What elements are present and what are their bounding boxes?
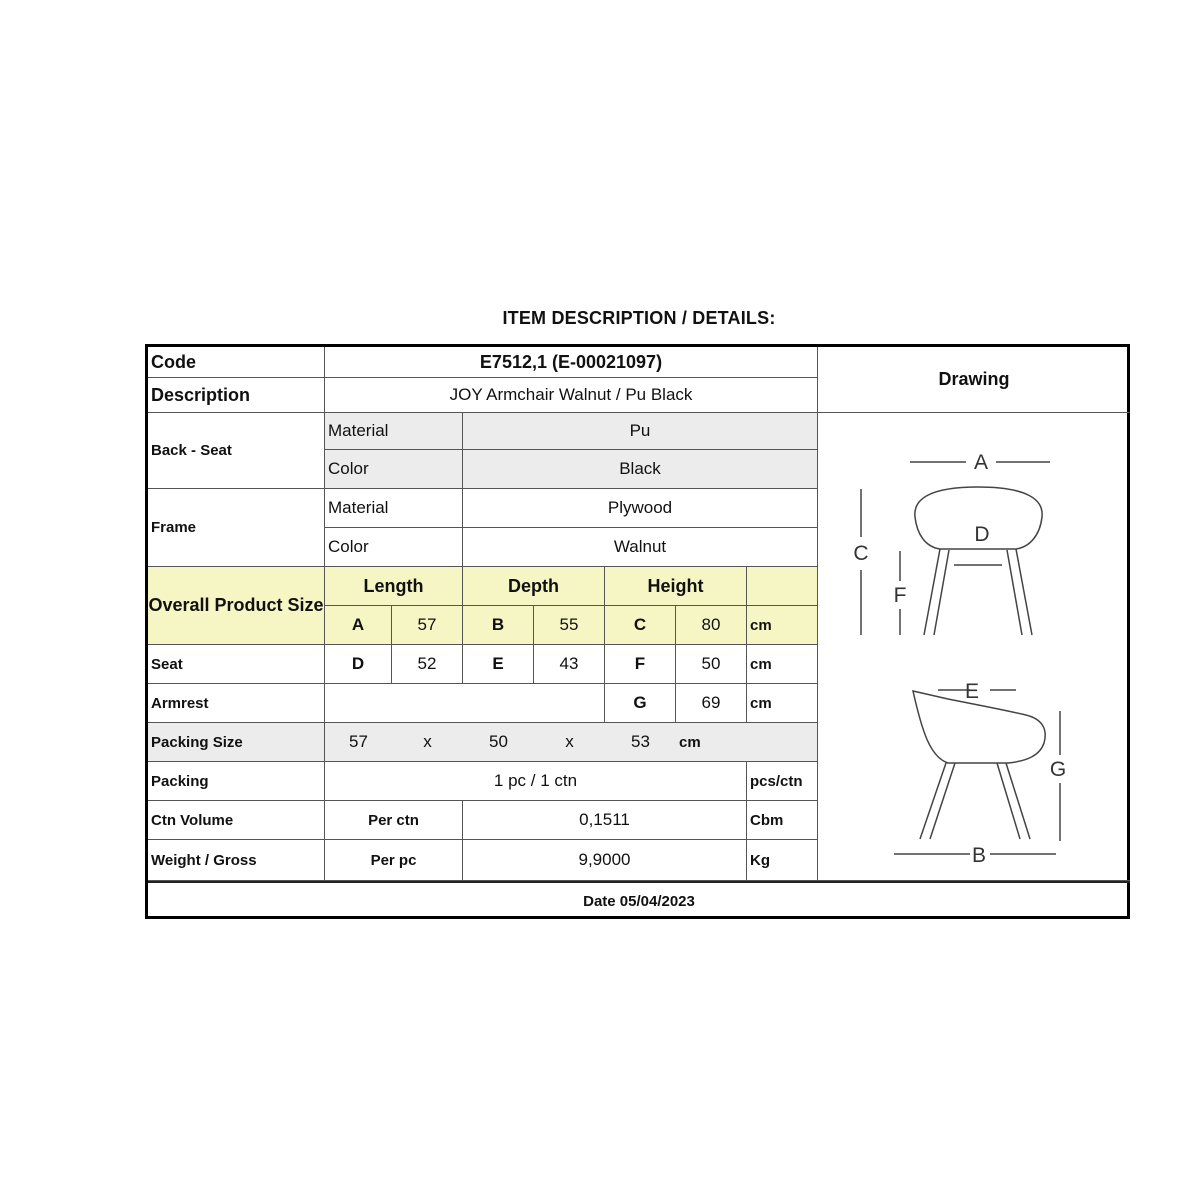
chair-dimension-drawing: [818, 413, 1130, 881]
dim-d-label: D: [325, 645, 392, 684]
packing-x1: x: [423, 732, 432, 751]
side-shell-outline: [913, 691, 1045, 763]
front-leg-left-inner: [934, 550, 949, 635]
drawing-letter-e: E: [964, 679, 980, 703]
overall-size-label: Overall Product Size: [148, 567, 325, 645]
drawing-letter-g: G: [1049, 757, 1067, 781]
drawing-letter-b: B: [971, 843, 987, 867]
seat-unit: cm: [747, 645, 818, 684]
weight-per: Per pc: [325, 840, 463, 881]
overall-unit-header: [747, 567, 818, 606]
back-seat-label: Back - Seat: [148, 413, 325, 489]
dim-f-value: 50: [676, 645, 747, 684]
dim-c-value: 80: [676, 606, 747, 645]
armrest-blank: [325, 684, 605, 723]
packing-size-unit: cm: [679, 733, 701, 751]
packing-size-label: Packing Size: [148, 723, 325, 762]
dim-g-value: 69: [676, 684, 747, 723]
description-label: Description: [148, 378, 325, 413]
date-footer: Date 05/04/2023: [148, 881, 1130, 919]
front-leg-right-inner: [1007, 550, 1022, 635]
dim-b-label: B: [463, 606, 534, 645]
dim-g-label: G: [605, 684, 676, 723]
armrest-unit: cm: [747, 684, 818, 723]
length-header: Length: [325, 567, 463, 606]
seat-label: Seat: [148, 645, 325, 684]
packing-value: 1 pc / 1 ctn: [325, 762, 747, 801]
description-value: JOY Armchair Walnut / Pu Black: [325, 378, 818, 413]
frame-material-value: Plywood: [463, 489, 818, 528]
drawing-area: [818, 413, 1130, 881]
armrest-label: Armrest: [148, 684, 325, 723]
weight-label: Weight / Gross: [148, 840, 325, 881]
packing-size-values: [325, 723, 818, 762]
drawing-letter-a: A: [973, 450, 989, 474]
dim-a-value: 57: [392, 606, 463, 645]
page-title: ITEM DESCRIPTION / DETAILS:: [502, 308, 776, 328]
drawing-letter-f: F: [893, 583, 907, 607]
side-leg-back-outer: [1006, 763, 1030, 839]
dim-b-value: 55: [534, 606, 605, 645]
drawing-letter-d: D: [974, 522, 990, 546]
height-header: Height: [605, 567, 747, 606]
frame-color-label: Color: [325, 528, 463, 567]
packing-label: Packing: [148, 762, 325, 801]
frame-label: Frame: [148, 489, 325, 567]
dim-e-label: E: [463, 645, 534, 684]
packing-length: 57: [349, 732, 368, 751]
overall-unit: cm: [747, 606, 818, 645]
ctn-volume-unit: Cbm: [747, 801, 818, 840]
packing-x2: x: [565, 732, 574, 751]
back-seat-material-value: Pu: [463, 413, 818, 450]
drawing-label: Drawing: [818, 347, 1130, 413]
spec-sheet: [145, 344, 1130, 919]
dim-e-value: 43: [534, 645, 605, 684]
ctn-volume-per: Per ctn: [325, 801, 463, 840]
back-seat-material-label: Material: [325, 413, 463, 450]
back-seat-color-value: Black: [463, 450, 818, 489]
dim-f-label: F: [605, 645, 676, 684]
code-value: E7512,1 (E-00021097): [325, 347, 818, 378]
weight-unit: Kg: [747, 840, 818, 881]
ctn-volume-label: Ctn Volume: [148, 801, 325, 840]
drawing-letter-c: C: [853, 541, 869, 565]
front-leg-left-outer: [924, 549, 940, 635]
weight-value: 9,9000: [463, 840, 747, 881]
packing-unit: pcs/ctn: [747, 762, 818, 801]
frame-color-value: Walnut: [463, 528, 818, 567]
back-seat-color-label: Color: [325, 450, 463, 489]
dim-d-value: 52: [392, 645, 463, 684]
dim-c-label: C: [605, 606, 676, 645]
side-leg-back-inner: [997, 763, 1020, 839]
depth-header: Depth: [463, 567, 605, 606]
packing-width: 50: [489, 732, 508, 751]
front-leg-right-outer: [1016, 549, 1032, 635]
ctn-volume-value: 0,1511: [463, 801, 747, 840]
dim-a-label: A: [325, 606, 392, 645]
frame-material-label: Material: [325, 489, 463, 528]
code-label: Code: [148, 347, 325, 378]
packing-height: 53: [631, 732, 650, 751]
